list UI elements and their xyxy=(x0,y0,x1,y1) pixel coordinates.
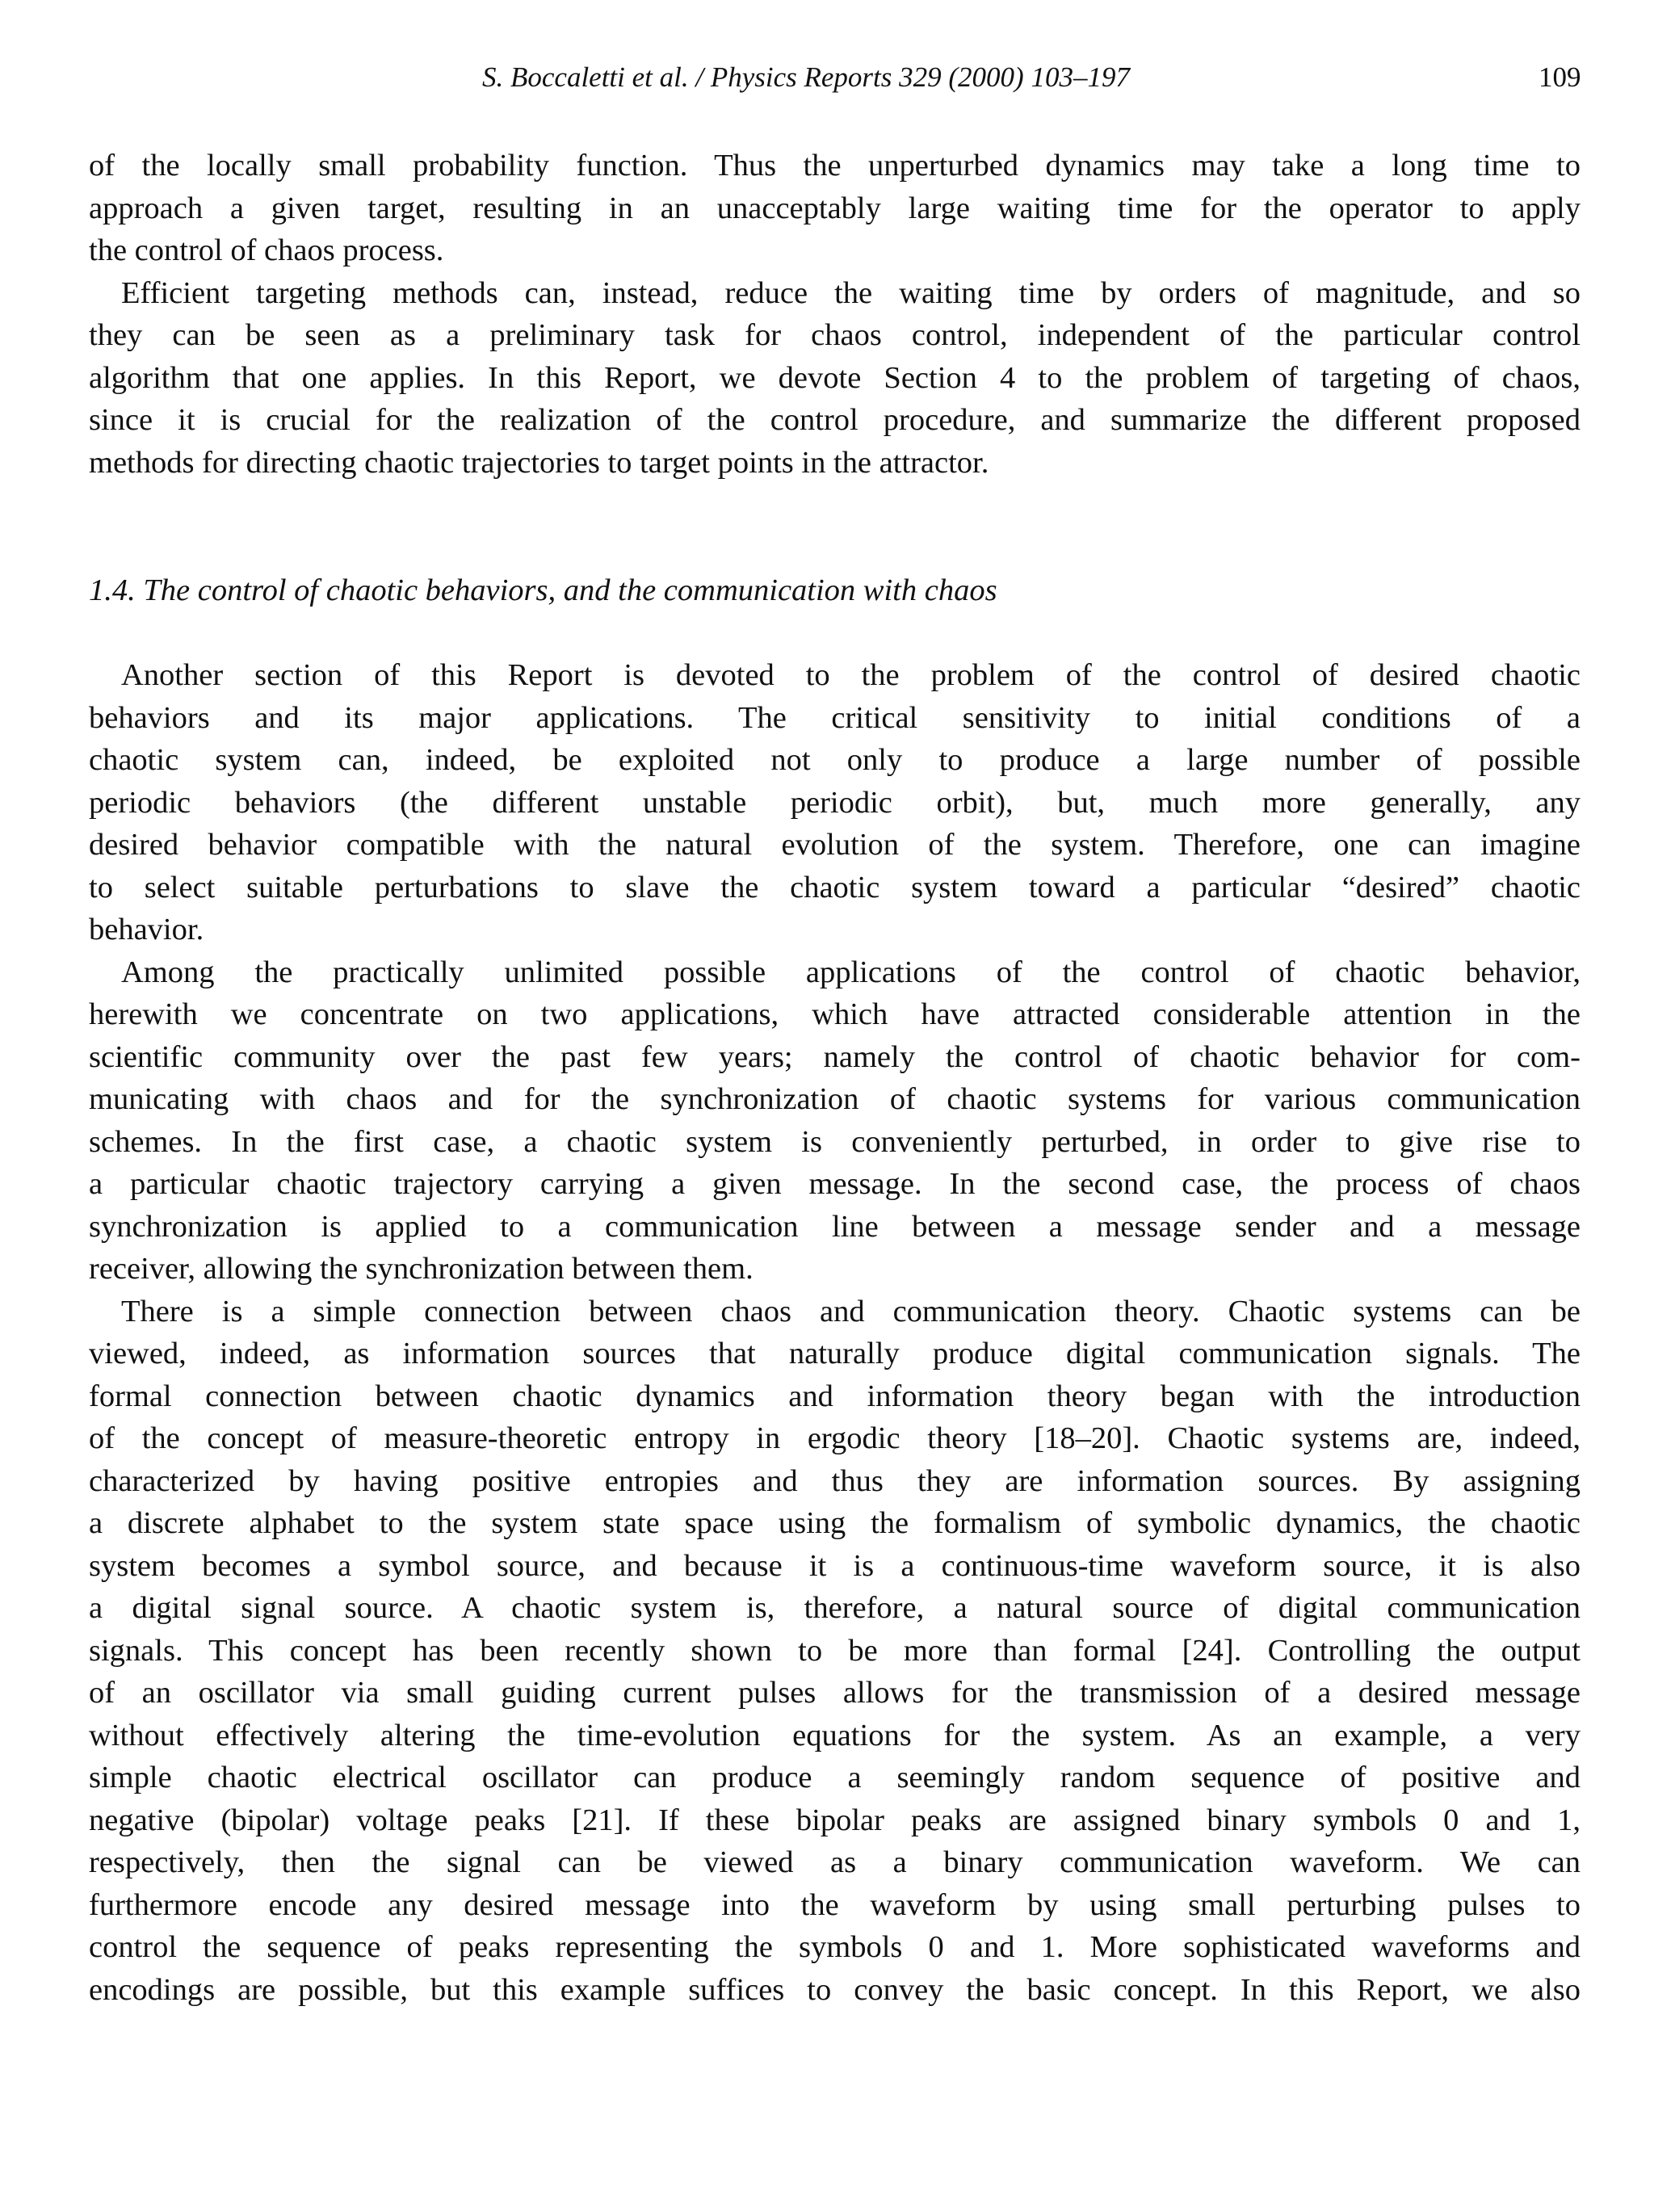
running-title: S. Boccaletti et al. / Physics Reports 329 (2000) 103–197 xyxy=(482,61,1130,93)
text-line: chaotic system can, indeed, be exploited not only to produce a large number of possible xyxy=(89,743,1581,777)
text-line: without effectively altering the time-evolution equations for the system. As an example, a very xyxy=(89,1718,1581,1752)
text-line: encodings are possible, but this example suffices to convey the basic concept. In this Report, we also xyxy=(89,1972,1581,2007)
text-line: of an oscillator via small guiding current pulses allows for the transmission of a desired message xyxy=(89,1676,1581,1710)
text-line: formal connection between chaotic dynamics and information theory began with the introduction xyxy=(89,1379,1581,1413)
text-line: furthermore encode any desired message into the waveform by using small perturbing pulses to xyxy=(89,1887,1581,1922)
text-line: simple chaotic electrical oscillator can produce a seemingly random sequence of positive and xyxy=(89,1761,1581,1794)
text-line: herewith we concentrate on two applications, which have attracted considerable attention in the xyxy=(89,997,1581,1031)
text-line: of the locally small probability function. Thus the unperturbed dynamics may take a long time to xyxy=(89,149,1581,183)
text-line: signals. This concept has been recently shown to be more than formal [24]. Controlling the output xyxy=(89,1633,1581,1668)
text-line: system becomes a symbol source, and because it is a continuous-time waveform source, it is also xyxy=(89,1548,1581,1583)
text-block-intro xyxy=(89,145,1581,484)
text-line: Another section of this Report is devoted to the problem of the control of desired chaotic xyxy=(121,658,1581,692)
text-line: viewed, indeed, as information sources that naturally produce digital communication signals. The xyxy=(89,1337,1581,1370)
section-heading: 1.4. The control of chaotic behaviors, and the communication with chaos xyxy=(89,573,997,607)
text-line: behavior. xyxy=(89,913,204,947)
text-line: behaviors and its major applications. The critical sensitivity to initial conditions of a xyxy=(89,700,1581,735)
text-line: scientific community over the past few years; namely the control of chaotic behavior for com- xyxy=(89,1039,1581,1074)
text-line: municating with chaos and for the synchronization of chaotic systems for various communication xyxy=(89,1082,1581,1116)
text-line: receiver, allowing the synchronization between them. xyxy=(89,1252,754,1286)
text-block-section-1-4 xyxy=(89,654,1581,2011)
text-line: algorithm that one applies. In this Report, we devote Section 4 to the problem of targeting of chaos, xyxy=(89,360,1581,395)
paragraph xyxy=(89,272,1581,485)
text-line: schemes. In the first case, a chaotic system is conveniently perturbed, in order to give rise to xyxy=(89,1124,1581,1159)
text-line: they can be seen as a preliminary task for chaos control, independent of the particular control xyxy=(89,318,1581,352)
paragraph xyxy=(89,1291,1581,2012)
text-line: of the concept of measure-theoretic entropy in ergodic theory [18–20]. Chaotic systems are, indeed, xyxy=(89,1421,1581,1455)
text-line: approach a given target, resulting in an unacceptably large waiting time for the operator to apply xyxy=(89,191,1581,225)
text-line: respectively, then the signal can be viewed as a binary communication waveform. We can xyxy=(89,1845,1581,1879)
page-number: 109 xyxy=(1539,61,1581,93)
text-line: a particular chaotic trajectory carrying a given message. In the second case, the process of chaos xyxy=(89,1167,1581,1201)
text-line: Among the practically unlimited possible applications of the control of chaotic behavior, xyxy=(121,955,1581,989)
paragraph xyxy=(89,145,1581,272)
text-line: negative (bipolar) voltage peaks [21]. If these bipolar peaks are assigned binary symbols 0 and 1, xyxy=(89,1803,1581,1837)
text-line: since it is crucial for the realization of the control procedure, and summarize the different proposed xyxy=(89,403,1581,437)
text-line: desired behavior compatible with the natural evolution of the system. Therefore, one can imagine xyxy=(89,828,1581,862)
text-line: a discrete alphabet to the system state space using the formalism of symbolic dynamics, the chaotic xyxy=(89,1506,1581,1540)
text-line: control the sequence of peaks representing the symbols 0 and 1. More sophisticated waveforms and xyxy=(89,1930,1581,1964)
paragraph xyxy=(89,951,1581,1291)
text-line: synchronization is applied to a communication line between a message sender and a message xyxy=(89,1209,1581,1244)
text-line: Efficient targeting methods can, instead, reduce the waiting time by orders of magnitude, and so xyxy=(121,275,1581,310)
text-line: periodic behaviors (the different unstable periodic orbit), but, much more generally, any xyxy=(89,785,1581,820)
paragraph xyxy=(89,654,1581,951)
text-line: characterized by having positive entropies and thus they are information sources. By assigning xyxy=(89,1463,1581,1498)
text-line: There is a simple connection between chaos and communication theory. Chaotic systems can be xyxy=(121,1294,1581,1328)
text-line: the control of chaos process. xyxy=(89,233,444,267)
text-line: methods for directing chaotic trajectories to target points in the attractor. xyxy=(89,445,989,480)
text-line: to select suitable perturbations to slave the chaotic system toward a particular “desired” chaotic xyxy=(89,870,1581,905)
text-line: a digital signal source. A chaotic system is, therefore, a natural source of digital communication xyxy=(89,1591,1581,1625)
